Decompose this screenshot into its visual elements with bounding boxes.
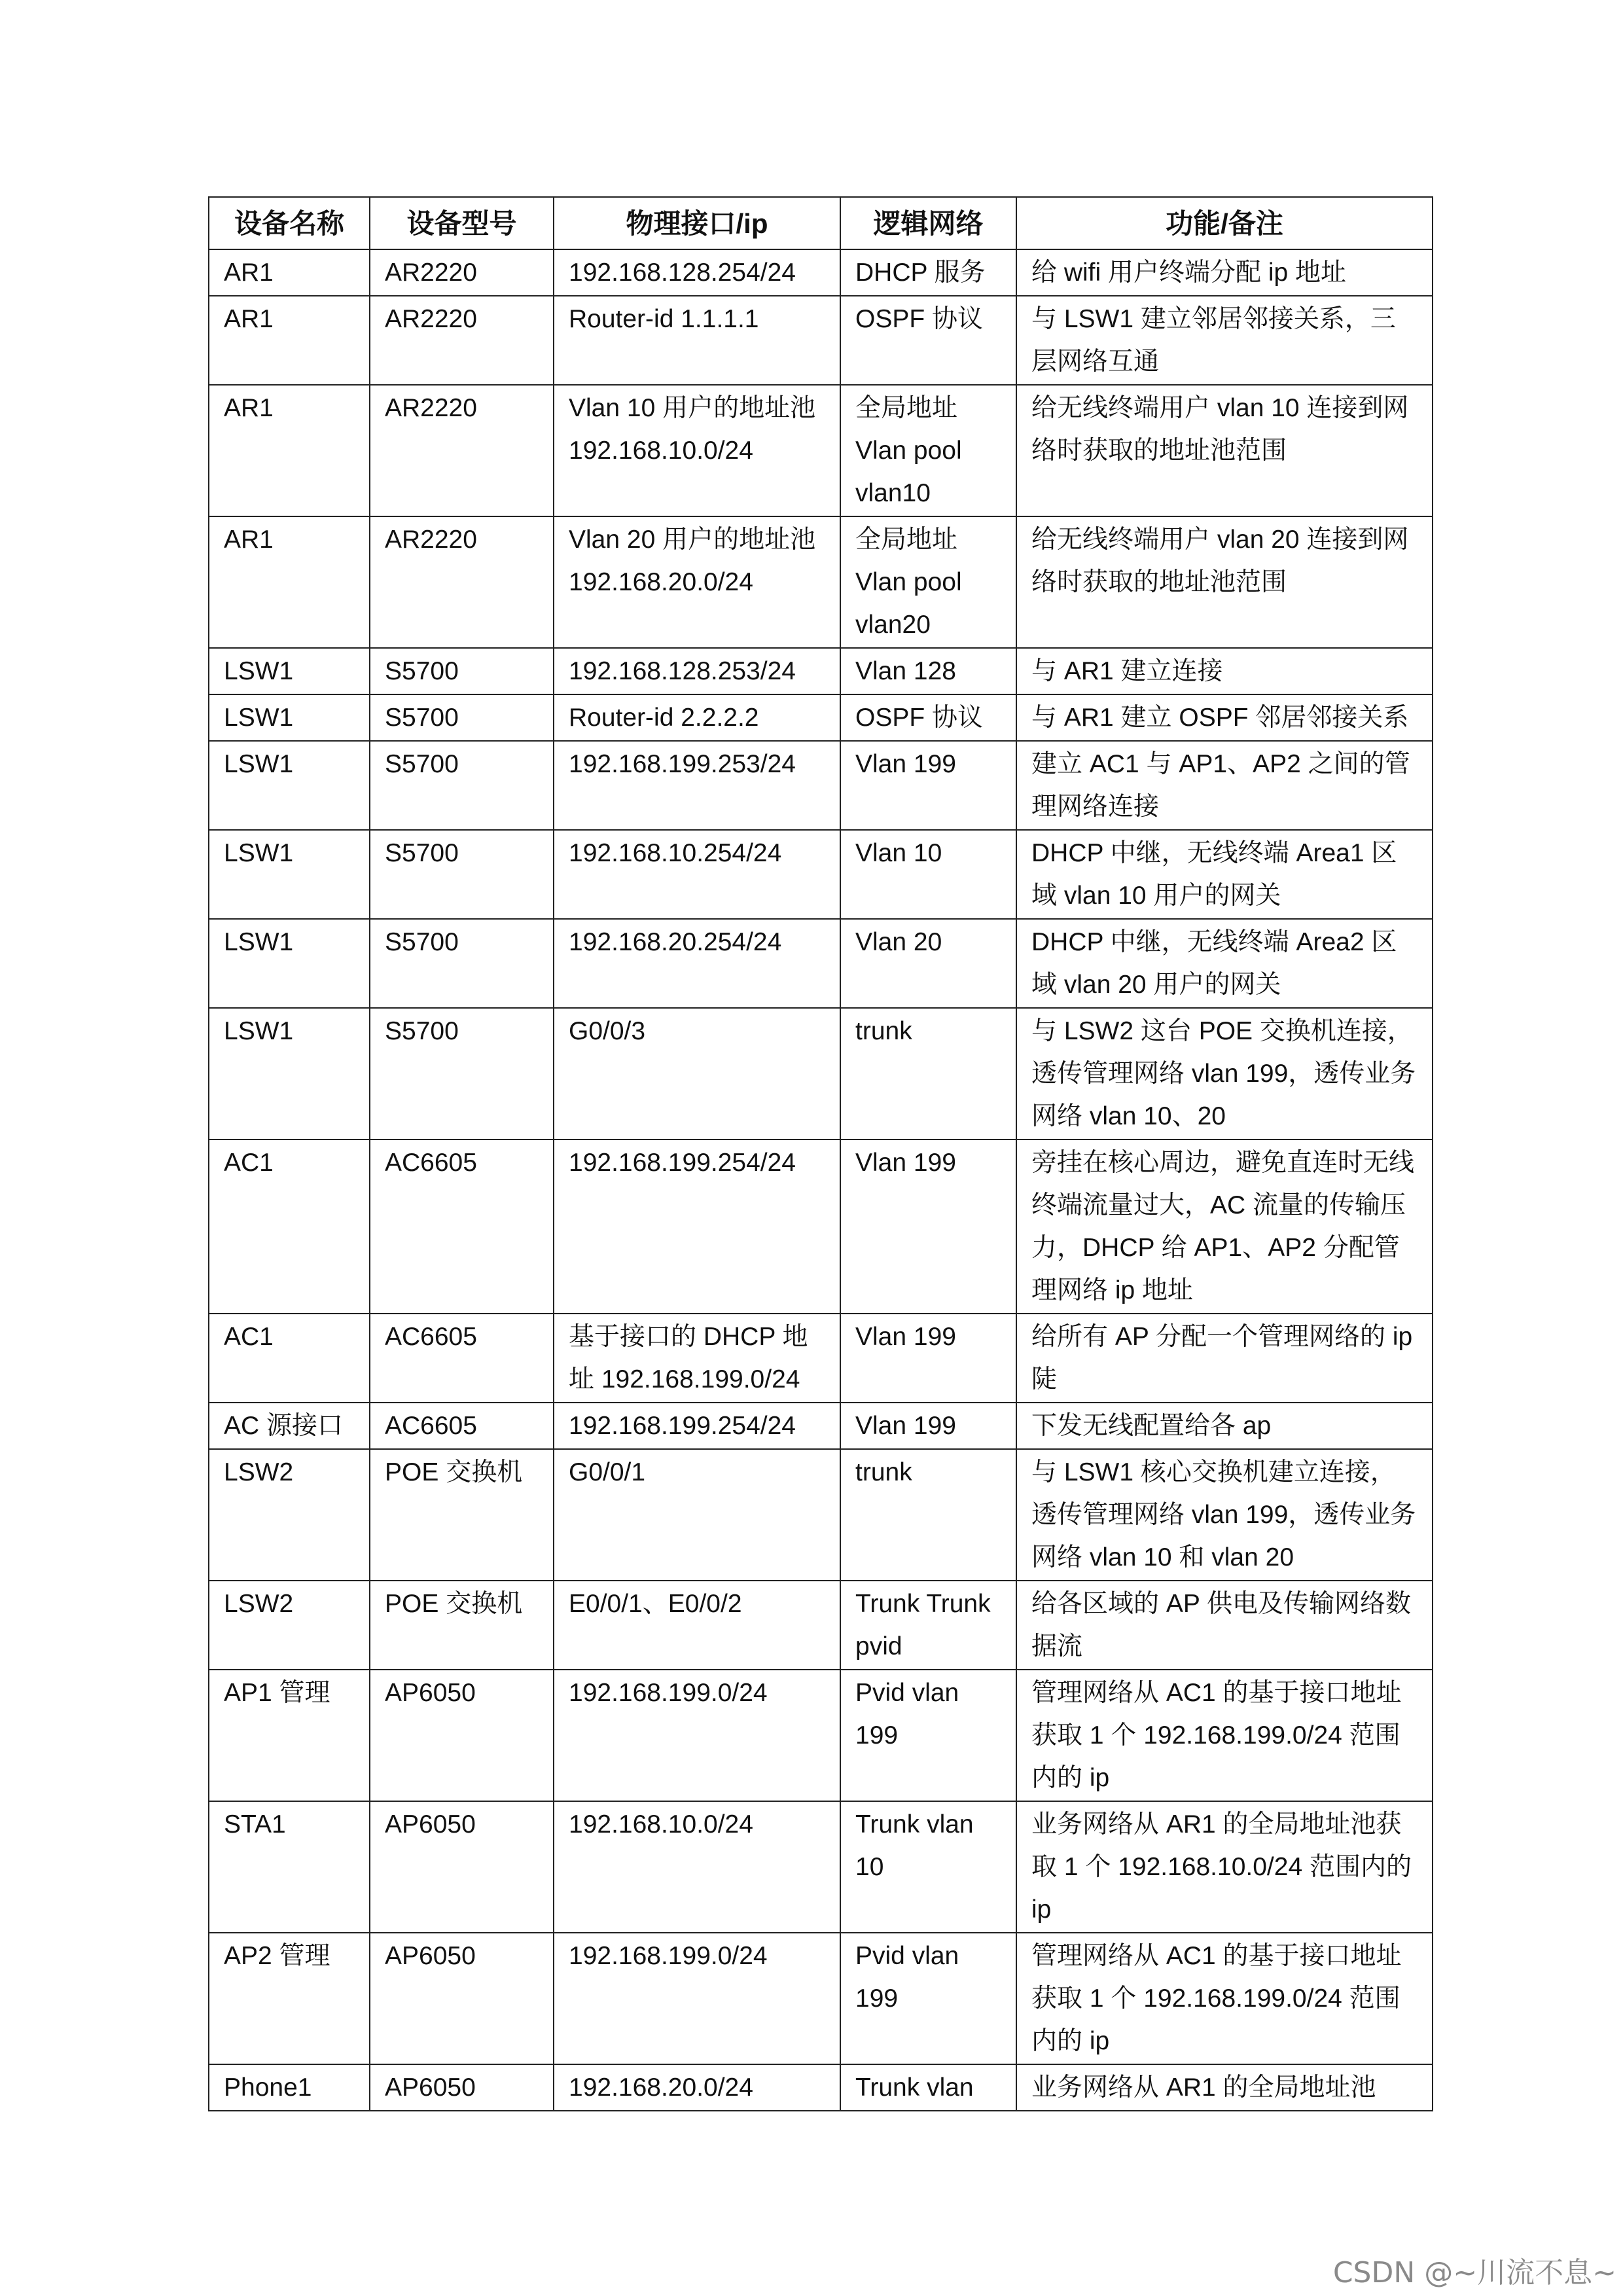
cell-device-model: POE 交换机 [370, 1449, 554, 1581]
cell-device-model: AP6050 [370, 1933, 554, 2064]
header-interface-ip: 物理接口/ip [554, 197, 840, 249]
header-function-note: 功能/备注 [1016, 197, 1433, 249]
cell-device-name: AP2 管理 [209, 1933, 370, 2064]
cell-function-note: 给各区域的 AP 供电及传输网络数据流 [1016, 1581, 1433, 1670]
cell-function-note: 业务网络从 AR1 的全局地址池 [1016, 2064, 1433, 2111]
cell-function-note: 给所有 AP 分配一个管理网络的 ip 陡 [1016, 1314, 1433, 1403]
cell-interface-ip: 192.168.199.0/24 [554, 1670, 840, 1801]
cell-device-model: AP6050 [370, 1801, 554, 1933]
cell-logical-network: OSPF 协议 [840, 694, 1016, 741]
table-row [209, 741, 1433, 830]
cell-device-model: S5700 [370, 694, 554, 741]
cell-device-model: S5700 [370, 830, 554, 919]
cell-function-note: 给无线终端用户 vlan 20 连接到网络时获取的地址池范围 [1016, 516, 1433, 648]
cell-function-note: 业务网络从 AR1 的全局地址池获取 1 个 192.168.10.0/24 范围内的 ip [1016, 1801, 1433, 1933]
table-row [209, 1139, 1433, 1314]
cell-function-note: 管理网络从 AC1 的基于接口地址获取 1 个 192.168.199.0/24 范围内的 ip [1016, 1670, 1433, 1801]
table-row [209, 385, 1433, 516]
table-row [209, 516, 1433, 648]
table-row [209, 648, 1433, 694]
cell-device-model: AC6605 [370, 1403, 554, 1449]
table-row [209, 249, 1433, 296]
cell-function-note: 与 LSW1 建立邻居邻接关系，三层网络互通 [1016, 296, 1433, 385]
cell-device-name: Phone1 [209, 2064, 370, 2111]
cell-device-name: AC1 [209, 1314, 370, 1403]
cell-device-model: AR2220 [370, 296, 554, 385]
cell-interface-ip: 192.168.20.254/24 [554, 919, 840, 1008]
cell-device-name: LSW1 [209, 1008, 370, 1139]
cell-device-name: LSW1 [209, 648, 370, 694]
cell-logical-network: Vlan 199 [840, 1403, 1016, 1449]
cell-device-model: AP6050 [370, 2064, 554, 2111]
cell-logical-network: Vlan 10 [840, 830, 1016, 919]
cell-interface-ip: 192.168.10.254/24 [554, 830, 840, 919]
table-row [209, 1008, 1433, 1139]
watermark: CSDN @~川流不息~ [1332, 2256, 1616, 2289]
cell-device-name: AR1 [209, 296, 370, 385]
cell-device-name: AR1 [209, 385, 370, 516]
cell-function-note: 与 LSW2 这台 POE 交换机连接，透传管理网络 vlan 199，透传业务网络 vlan 10、20 [1016, 1008, 1433, 1139]
cell-device-name: LSW1 [209, 694, 370, 741]
cell-device-model: AP6050 [370, 1670, 554, 1801]
cell-device-name: AR1 [209, 516, 370, 648]
table-row [209, 1314, 1433, 1403]
cell-logical-network: DHCP 服务 [840, 249, 1016, 296]
table-header-row [209, 197, 1433, 249]
cell-device-name: AR1 [209, 249, 370, 296]
cell-device-name: LSW2 [209, 1581, 370, 1670]
table-row [209, 1670, 1433, 1801]
cell-device-name: LSW1 [209, 741, 370, 830]
cell-logical-network: Trunk vlan [840, 2064, 1016, 2111]
cell-interface-ip: 192.168.199.253/24 [554, 741, 840, 830]
cell-device-model: AR2220 [370, 516, 554, 648]
cell-device-model: AR2220 [370, 385, 554, 516]
cell-logical-network: Trunk vlan 10 [840, 1801, 1016, 1933]
cell-logical-network: Vlan 199 [840, 1139, 1016, 1314]
header-device-name: 设备名称 [209, 197, 370, 249]
table-row [209, 296, 1433, 385]
cell-function-note: 与 LSW1 核心交换机建立连接，透传管理网络 vlan 199，透传业务网络 vlan 10 和 vlan 20 [1016, 1449, 1433, 1581]
table-row [209, 1933, 1433, 2064]
cell-device-name: AP1 管理 [209, 1670, 370, 1801]
cell-device-model: S5700 [370, 741, 554, 830]
cell-logical-network: Vlan 199 [840, 1314, 1016, 1403]
cell-logical-network: Pvid vlan 199 [840, 1670, 1016, 1801]
cell-device-name: AC 源接口 [209, 1403, 370, 1449]
cell-device-name: AC1 [209, 1139, 370, 1314]
cell-device-name: LSW2 [209, 1449, 370, 1581]
header-logical-network: 逻辑网络 [840, 197, 1016, 249]
cell-logical-network: Vlan 20 [840, 919, 1016, 1008]
cell-interface-ip: 192.168.10.0/24 [554, 1801, 840, 1933]
table-body [209, 249, 1433, 2111]
header-device-model: 设备型号 [370, 197, 554, 249]
cell-interface-ip: G0/0/3 [554, 1008, 840, 1139]
cell-logical-network: Vlan 128 [840, 648, 1016, 694]
cell-interface-ip: 192.168.128.253/24 [554, 648, 840, 694]
cell-interface-ip: E0/0/1、E0/0/2 [554, 1581, 840, 1670]
network-device-table [208, 196, 1433, 2111]
cell-device-name: LSW1 [209, 919, 370, 1008]
table-row [209, 2064, 1433, 2111]
cell-logical-network: Vlan 199 [840, 741, 1016, 830]
cell-function-note: 与 AR1 建立 OSPF 邻居邻接关系 [1016, 694, 1433, 741]
cell-interface-ip: Router-id 1.1.1.1 [554, 296, 840, 385]
cell-interface-ip: 192.168.128.254/24 [554, 249, 840, 296]
cell-interface-ip: Vlan 10 用户的地址池 192.168.10.0/24 [554, 385, 840, 516]
cell-function-note: DHCP 中继，无线终端 Area1 区域 vlan 10 用户的网关 [1016, 830, 1433, 919]
cell-logical-network: Trunk Trunk pvid [840, 1581, 1016, 1670]
cell-device-name: LSW1 [209, 830, 370, 919]
cell-logical-network: OSPF 协议 [840, 296, 1016, 385]
cell-device-model: AR2220 [370, 249, 554, 296]
table-row [209, 1403, 1433, 1449]
cell-function-note: DHCP 中继，无线终端 Area2 区域 vlan 20 用户的网关 [1016, 919, 1433, 1008]
cell-logical-network: trunk [840, 1008, 1016, 1139]
cell-function-note: 与 AR1 建立连接 [1016, 648, 1433, 694]
cell-interface-ip: 192.168.199.254/24 [554, 1139, 840, 1314]
cell-interface-ip: Router-id 2.2.2.2 [554, 694, 840, 741]
cell-interface-ip: 192.168.199.0/24 [554, 1933, 840, 2064]
cell-function-note: 给 wifi 用户终端分配 ip 地址 [1016, 249, 1433, 296]
cell-device-name: STA1 [209, 1801, 370, 1933]
table-row [209, 1581, 1433, 1670]
cell-device-model: AC6605 [370, 1314, 554, 1403]
cell-interface-ip: Vlan 20 用户的地址池 192.168.20.0/24 [554, 516, 840, 648]
table-row [209, 1801, 1433, 1933]
cell-device-model: AC6605 [370, 1139, 554, 1314]
table-row [209, 919, 1433, 1008]
cell-device-model: POE 交换机 [370, 1581, 554, 1670]
cell-device-model: S5700 [370, 1008, 554, 1139]
cell-logical-network: trunk [840, 1449, 1016, 1581]
cell-function-note: 给无线终端用户 vlan 10 连接到网络时获取的地址池范围 [1016, 385, 1433, 516]
cell-device-model: S5700 [370, 919, 554, 1008]
table-row [209, 830, 1433, 919]
cell-function-note: 管理网络从 AC1 的基于接口地址获取 1 个 192.168.199.0/24 范围内的 ip [1016, 1933, 1433, 2064]
cell-device-model: S5700 [370, 648, 554, 694]
cell-logical-network: Pvid vlan 199 [840, 1933, 1016, 2064]
cell-logical-network: 全局地址 Vlan pool vlan20 [840, 516, 1016, 648]
table-row [209, 694, 1433, 741]
cell-function-note: 下发无线配置给各 ap [1016, 1403, 1433, 1449]
cell-function-note: 建立 AC1 与 AP1、AP2 之间的管理网络连接 [1016, 741, 1433, 830]
cell-function-note: 旁挂在核心周边，避免直连时无线终端流量过大，AC 流量的传输压力，DHCP 给 AP1、AP2 分配管理网络 ip 地址 [1016, 1139, 1433, 1314]
table-row [209, 1449, 1433, 1581]
cell-interface-ip: 192.168.20.0/24 [554, 2064, 840, 2111]
cell-interface-ip: G0/0/1 [554, 1449, 840, 1581]
cell-interface-ip: 基于接口的 DHCP 地址 192.168.199.0/24 [554, 1314, 840, 1403]
cell-interface-ip: 192.168.199.254/24 [554, 1403, 840, 1449]
cell-logical-network: 全局地址 Vlan pool vlan10 [840, 385, 1016, 516]
